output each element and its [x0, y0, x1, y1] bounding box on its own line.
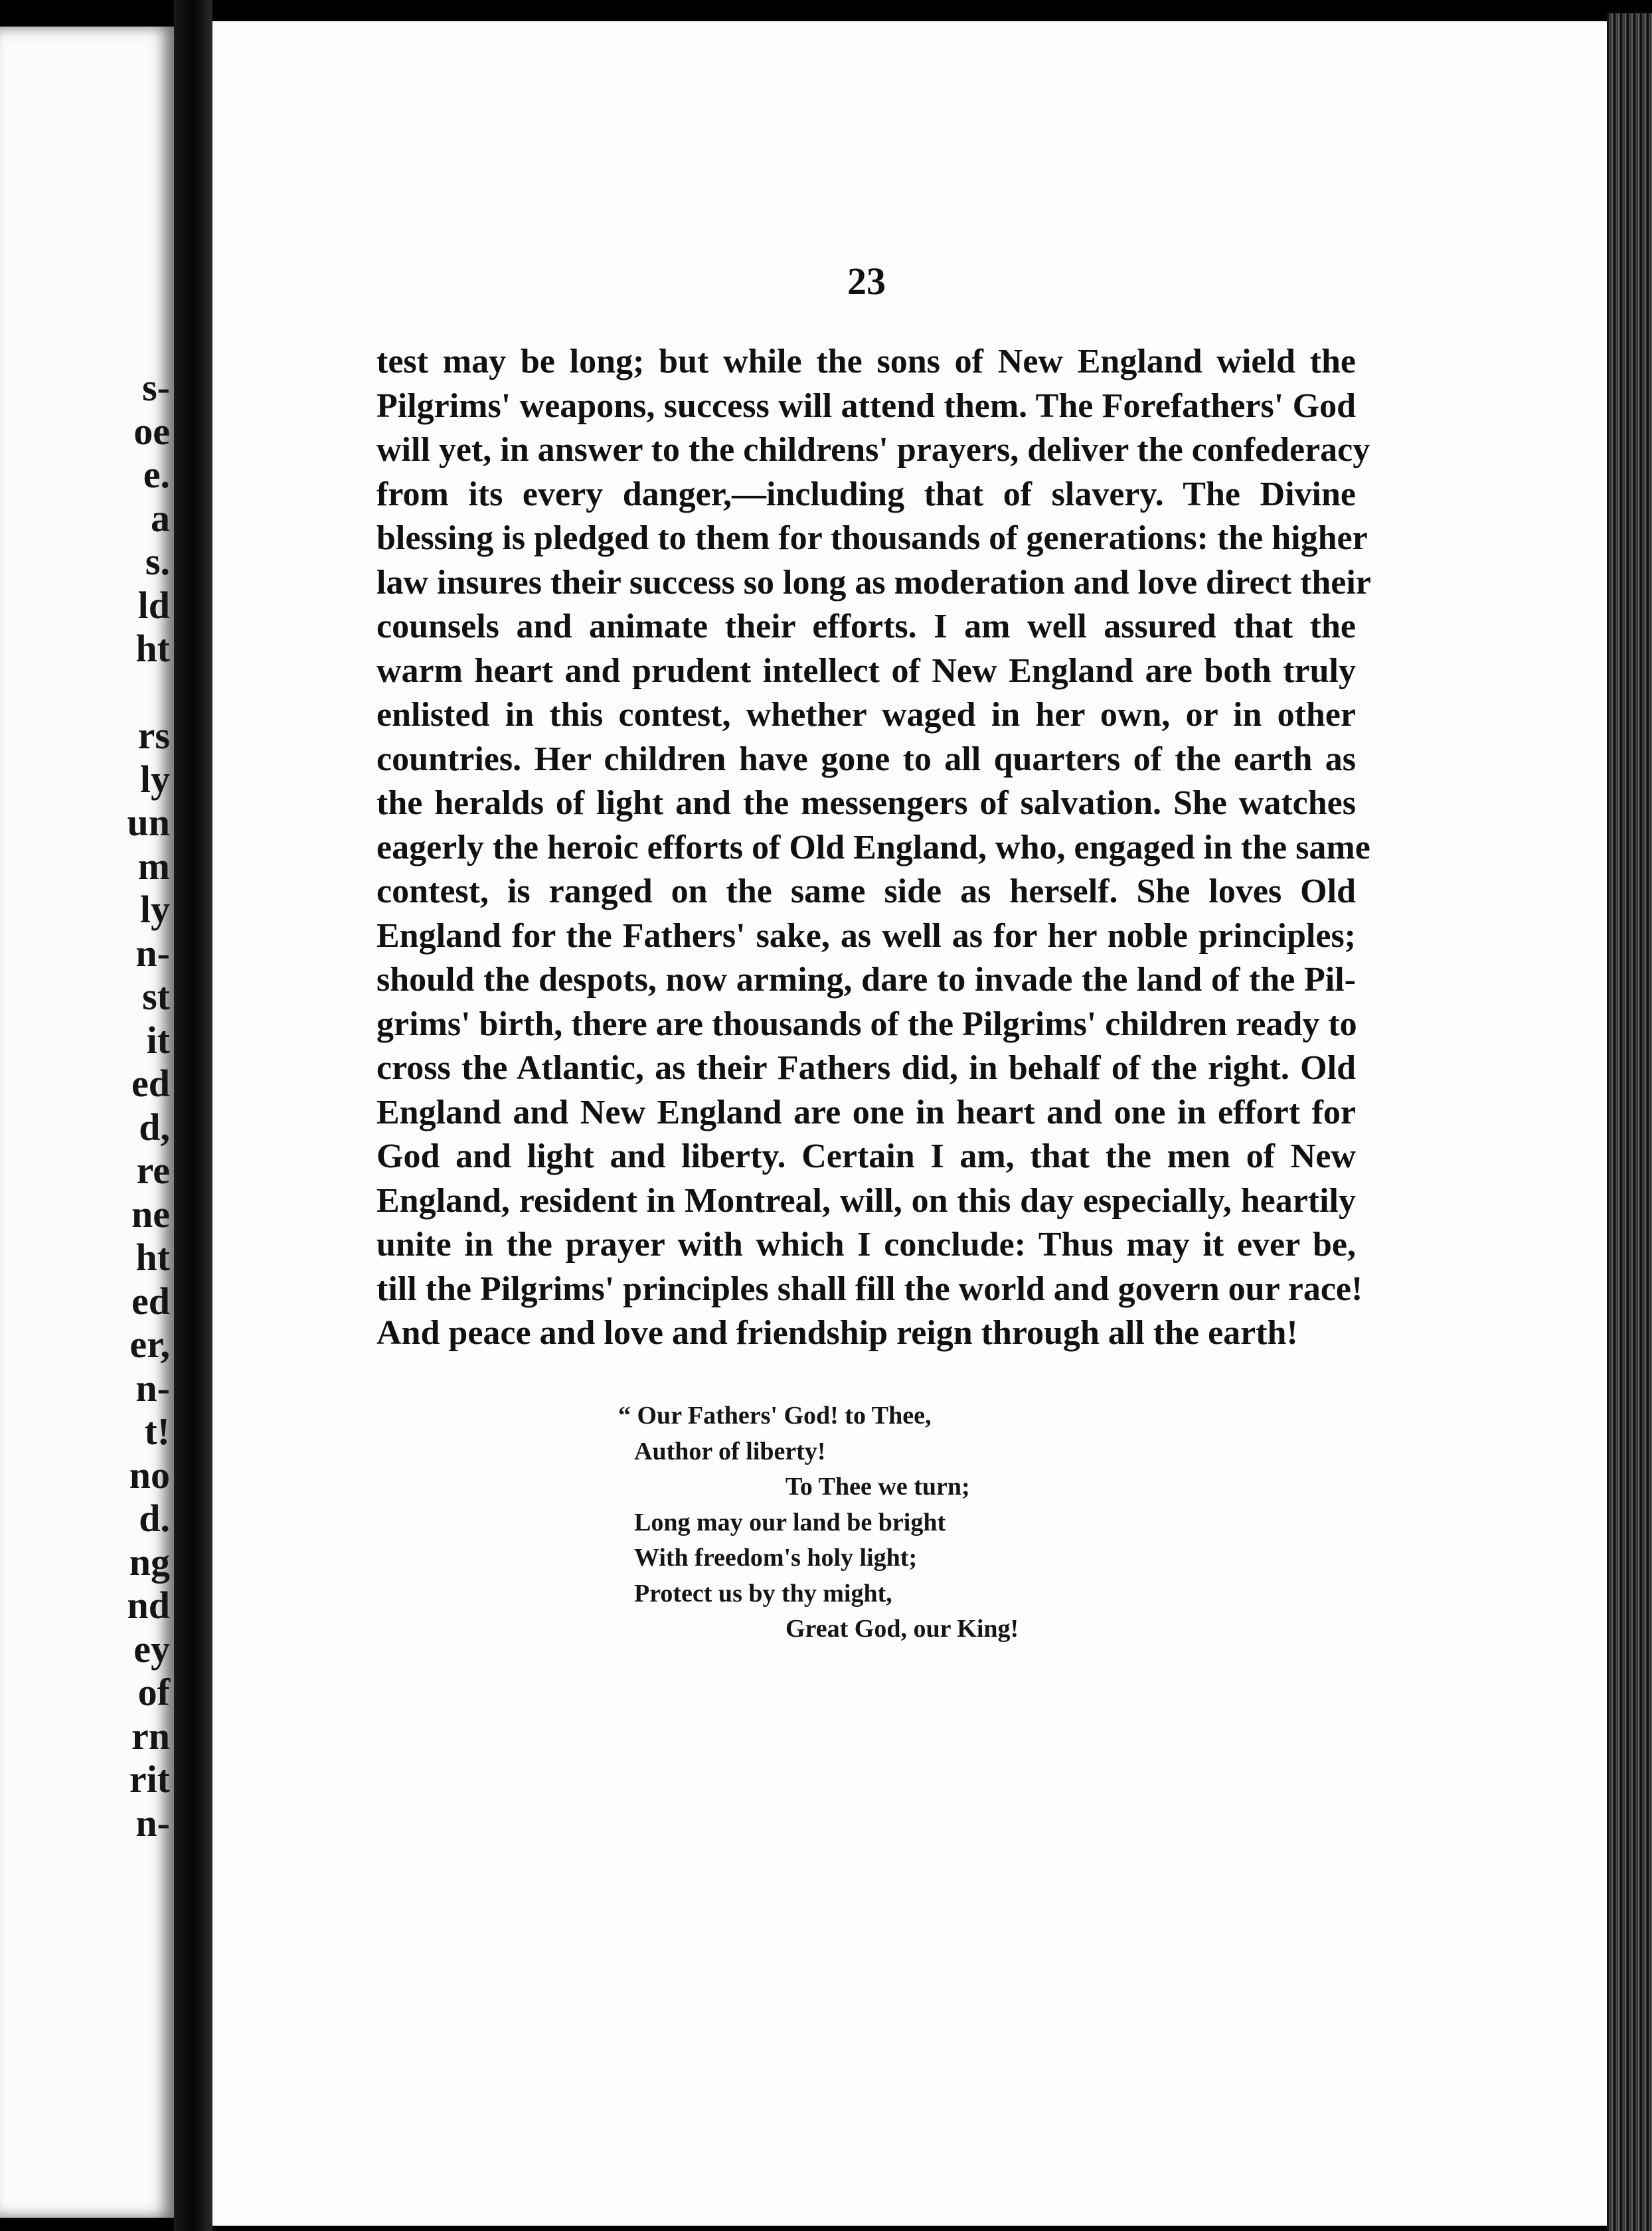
margin-fragment: er,: [129, 1323, 170, 1366]
page-number: 23: [847, 260, 886, 303]
margin-fragment: t!: [144, 1410, 170, 1453]
book-gutter: [174, 0, 212, 2231]
text-line: counsels and animate their efforts. I am well assured that the: [376, 608, 1356, 645]
body-paragraph: [376, 340, 1371, 1356]
text-line: England, resident in Montreal, will, on this day especially, heartily: [376, 1181, 1356, 1220]
margin-fragment: rn: [131, 1714, 170, 1758]
margin-fragment: ne: [131, 1193, 170, 1236]
margin-fragment: d.: [139, 1497, 170, 1540]
margin-fragment: ey: [133, 1627, 170, 1671]
text-line: law insures their success so long as moderation and love direct their: [376, 563, 1371, 602]
margin-fragment: n-: [135, 1801, 170, 1845]
text-line: will yet, in answer to the childrens' prayers, deliver the confederacy: [376, 431, 1370, 469]
text-line: grims' birth, there are thousands of the Pilgrims' children ready to: [376, 1005, 1357, 1043]
hymn-quotation: [618, 1398, 1232, 1647]
text-line: contest, is ranged on the same side as herself. She loves Old: [376, 872, 1356, 910]
margin-fragment: ly: [139, 758, 170, 801]
text-line: Pilgrims' weapons, success will attend them. The Forefathers' God: [376, 386, 1356, 425]
margin-fragment: nd: [127, 1584, 170, 1627]
text-line: blessing is pledged to them for thousands of generations: the higher: [376, 519, 1368, 557]
text-line: eagerly the heroic efforts of Old England, who, engaged in the same: [376, 828, 1370, 867]
margin-fragment: ed: [131, 1062, 170, 1105]
text-line: warm heart and prudent intellect of New England are both truly: [376, 651, 1356, 690]
margin-fragment: ht: [135, 627, 170, 670]
poem-line: Long may our land be bright: [634, 1508, 946, 1536]
text-line: And peace and love and friendship reign through all the earth!: [376, 1314, 1298, 1352]
margin-fragment: ng: [129, 1540, 170, 1584]
text-line: till the Pilgrims' principles shall fill the world and govern our race!: [376, 1270, 1363, 1308]
poem-line: Great God, our King!: [785, 1615, 1019, 1643]
margin-fragment: ld: [137, 584, 170, 627]
text-line: England for the Fathers' sake, as well as for her noble principles;: [376, 916, 1356, 955]
margin-fragment: no: [129, 1453, 170, 1497]
poem-line: To Thee we turn;: [785, 1473, 970, 1501]
text-line: enlisted in this contest, whether waged in her own, or in other: [376, 696, 1356, 734]
text-line: from its every danger,—including that of slavery. The Divine: [376, 475, 1356, 513]
text-line: unite in the prayer with which I conclude: Thus may it ever be,: [376, 1226, 1356, 1264]
margin-fragment: re: [136, 1149, 170, 1192]
margin-fragment: n-: [135, 1366, 170, 1410]
margin-fragment: rs: [137, 714, 170, 757]
left-facing-page: [0, 27, 174, 2218]
margin-fragment: d,: [139, 1106, 170, 1149]
text-line: God and light and liberty. Certain I am, that the men of New: [376, 1137, 1356, 1175]
margin-fragment: a: [151, 497, 170, 540]
text-line: cross the Atlantic, as their Fathers did, in behalf of the right. Old: [376, 1049, 1356, 1087]
margin-fragment: ly: [139, 888, 170, 931]
margin-fragment: of: [137, 1671, 170, 1714]
margin-fragment: n-: [135, 932, 170, 975]
text-line: England and New England are one in heart and one in effort for: [376, 1093, 1356, 1131]
poem-line: Protect us by thy might,: [634, 1579, 892, 1608]
margin-fragment: ht: [135, 1236, 170, 1279]
text-line: should the despots, now arming, dare to invade the land of the Pil-: [376, 961, 1356, 999]
poem-line: “ Our Fathers' God! to Thee,: [618, 1402, 932, 1430]
margin-fragment: e.: [143, 453, 170, 496]
margin-fragment: it: [146, 1019, 170, 1062]
margin-fragment: rit: [129, 1758, 170, 1801]
margin-fragment: un: [127, 801, 170, 844]
text-line: test may be long; but while the sons of New England wield the: [376, 343, 1356, 380]
poem-line: With freedom's holy light;: [634, 1544, 918, 1572]
margin-fragment: s-: [142, 366, 170, 409]
margin-fragment: m: [137, 845, 170, 888]
text-line: the heralds of light and the messengers of salvation. She watches: [376, 784, 1356, 822]
page-edges: [1607, 13, 1652, 2231]
margin-fragment: ed: [131, 1280, 170, 1323]
text-line: countries. Her children have gone to all quarters of the earth as: [376, 740, 1356, 778]
margin-fragment: st: [142, 975, 170, 1018]
margin-fragment: oe: [133, 410, 170, 453]
margin-fragment: s.: [145, 540, 170, 583]
poem-line: Author of liberty!: [634, 1437, 826, 1465]
